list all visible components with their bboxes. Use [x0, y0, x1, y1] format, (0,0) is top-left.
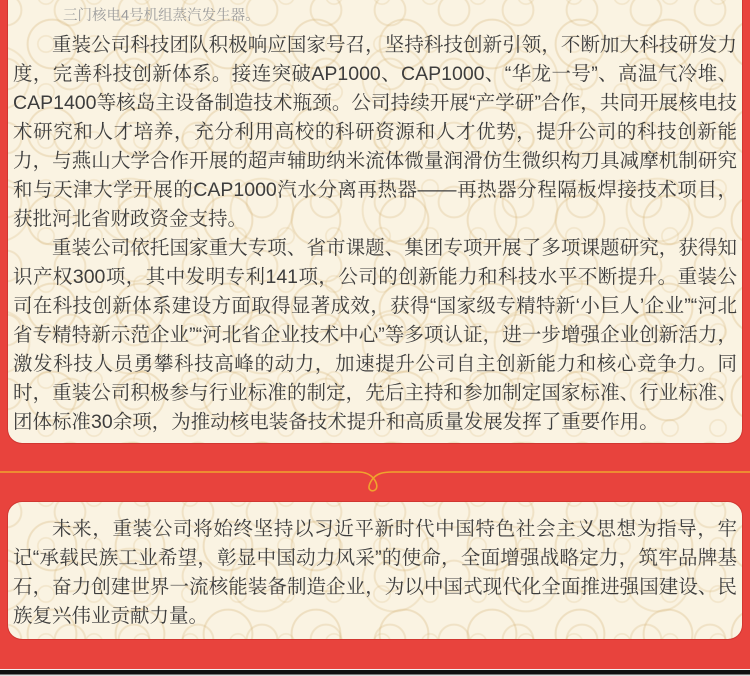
- body-paragraph-2: 重装公司依托国家重大专项、省市课题、集团专项开展了多项课题研究，获得知识产权300项，其中发明专利141项，公司的创新能力和科技水平不断提升。重装公司在科技创新体系建设方面取得显著成效，获得“国家级专精特新‘小巨人’企业”“河北省专精特新示范企业”“河北省企业技术中心”等多项认证，进一步增强企业创新活力，激发科技人员勇攀科技高峰的动力，加速提升公司自主创新能力和核心竞争力。同时，重装公司积极参与行业标准的制定，先后主持和参加制定国家标准、行业标准、团体标准30余项，为推动核电装备技术提升和高质量发展发挥了重要作用。: [13, 237, 737, 433]
- closing-paragraph: 未来，重装公司将始终坚持以习近平新时代中国特色社会主义思想为指导，牢记“承载民族工业希望，彰显中国动力风采”的使命，全面增强战略定力，筑牢品牌基石，奋力创建世界一流核能装备制造企业，为以中国式现代化全面推进强国建设、民族复兴伟业贡献力量。: [13, 518, 737, 627]
- section-divider: [0, 443, 750, 502]
- content-card-bottom: [8, 502, 742, 639]
- screen-bottom-edge: [0, 669, 750, 676]
- body-paragraph-1: 重装公司科技团队积极响应国家号召，坚持科技创新引领，不断加大科技研发力度，完善科技创新体系。接连突破AP1000、CAP1000、“华龙一号”、高温气冷堆、CAP1400等核岛主设备制造技术瓶颈。公司持续开展“产学研”合作，共同开展核电技术研究和人才培养，充分利用高校的科研资源和人才优势，提升公司的科技创新能力，与燕山大学合作开展的超声辅助纳米流体微量润滑仿生微织构刀具减摩机制研究和与天津大学开展的CAP1000汽水分离再热器——再热器分程隔板焊接技术项目，获批河北省财政资金支持。: [13, 34, 737, 230]
- image-caption: 三门核电4号机组蒸汽发生器。: [63, 8, 260, 24]
- gold-divider-ornament-icon: [0, 464, 750, 494]
- content-card-top: [8, 0, 742, 443]
